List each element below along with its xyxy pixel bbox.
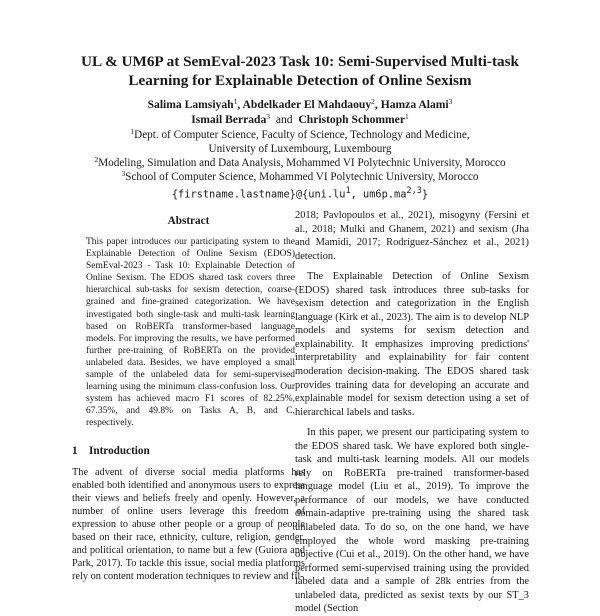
abstract-text: This paper introduces our participating system to the Explainable Detection of Online Sexism (EDOS) SemEval-2023 - Task 10: Explainable Detection of Online Sexism. The EDOS shared task covers three hierarchical sub-tasks for sexism detection, coarse-grained and fine-grained categorization. We have investigated both single-task and multi-task learning based on RoBERTa transformer-based language models. For improving the results, we have performed further pre-training of RoBERTa on the provided unlabeled data. Besides, we have employed a small sample of the unlabeled data for semi-supervised learning using the minimum class-confusion loss. Our system has achieved macro F1 scores of 82.25%, 67.35%, and 49.8% on Tasks A, B, and C, respectively. [86,237,295,429]
affiliation-mark: 3 [121,169,126,178]
affiliation-text: University of Luxembourg, Luxembourg [208,143,392,155]
author-affiliation-mark: 1 [233,97,238,106]
affiliation-text: Modeling, Simulation and Data Analysis, Mohammed VI Polytechnic University, Morocco [98,157,506,169]
email-part: {firstname.lastname}@{uni.lu [171,188,346,201]
email-part: } [421,188,429,201]
left-column [72,214,305,583]
abstract-heading: Abstract [167,215,210,227]
author-name: Ismail Berrada [191,112,267,126]
affiliation-text: School of Computer Science, Mohammed VI Polytechnic University, Morocco [125,171,479,183]
author-affiliation-mark: 3 [448,97,453,106]
section-number: 1 [72,444,78,457]
affiliation-line [60,156,540,170]
author-name: Abdelkader El Mahdaouy [242,98,372,111]
title-line-2: Learning for Explainable Detection of Online Sexism [128,72,472,89]
right-column [295,209,529,616]
affiliation-mark: 2 [94,155,99,164]
author-email [60,184,540,201]
author-name: Salima Lamsiyah [147,98,234,111]
body-paragraph: In this paper, we present our participating system to the EDOS shared task. We have explored both single-task and multi-task learning models. All our models rely on RoBERTa pre-trained transformer-based language model (Liu et al., 2019). To improve the performance of our models, we have conducted domain-adaptive pre-training using the shared task unlabeled data. To do so, on the one hand, we have employed the whole word masking pre-training objective (Cui et al., 2019). On the other hand, we have performed semi-supervised training using the provided labeled data and a sample of 28k entries from the unlabeled data, predicted as sexist texts by our ST_3 model (Section [295,427,529,615]
title-line-1: UL & UM6P at SemEval-2023 Task 10: Semi-Supervised Multi-task [81,53,519,70]
author-affiliation-mark: 3 [266,111,271,121]
affiliation-text: Dept. of Computer Science, Faculty of Science, Technology and Medicine, [134,129,470,141]
email-mark: 1 [345,186,351,196]
affiliation-line [60,142,540,156]
paper-title [60,52,540,90]
section-title: Introduction [89,444,150,457]
author-separator: and [275,112,293,126]
continued-paragraph: 2018; Pavlopoulos et al., 2021), misogyny (Fersini et al., 2018; Mulki and Ghanem, 2021) and sexism (Jha and Mamidi, 2017; Rodríguez-Sánchez et al., 2021) detection. [295,210,529,262]
paper-header [60,52,540,201]
author-affiliation-mark: 2 [371,97,375,106]
affiliation-list [60,128,540,201]
author-list: Salima Lamsiyah$^1$, Abdelkader El Mahdaouy$^2$, Hamza Alami$^3$ Ismail Berrada$^3$ and Christoph Schommer$^1$ [147,97,453,126]
author-name: Christoph Schommer [298,112,405,126]
author-name: Hamza Alami [380,98,449,111]
email-mark: 2,3 [406,186,422,196]
email-part: , um6p.ma [350,188,407,201]
author-affiliation-mark: 1 [404,111,409,121]
introduction-paragraph: The advent of diverse social media platforms has enabled both identified and anonymous users to express their views and beliefs freely and openly. However, a number of online users leverage this freedom of expression to abuse other people or a group of people based on their race, ethnicity, culture, religion, gender, and political orientation, to name but a few (Guiora and Park, 2017). To tackle this issue, social media platforms rely on content moderation techniques to review and fil- [72,466,305,583]
section-heading-introduction [72,444,305,458]
affiliation-mark: 1 [130,127,135,136]
affiliation-line [60,128,540,142]
body-paragraph: The Explainable Detection of Online Sexism (EDOS) shared task introduces three sub-tasks for sexism detection and categorization in the English language (Kirk et al., 2023). The aim is to develop NLP models and systems for sexism detection and explainability. It emphasizes improving predictions' interpretability and explainability for fair content moderation decision-making. The EDOS shared task provides training data for developing an accurate and explainable model for sexism detection using a set of hierarchical labels and tasks. [295,271,529,418]
affiliation-line [60,170,540,184]
